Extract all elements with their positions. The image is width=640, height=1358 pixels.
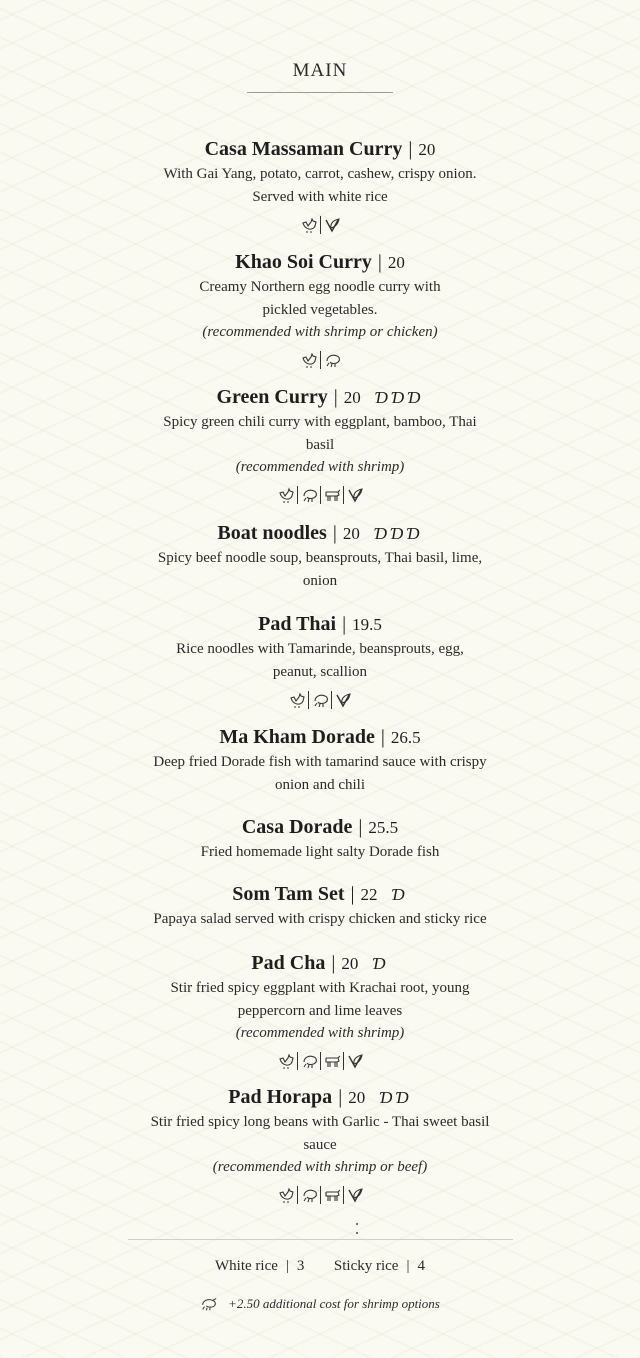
menu-item <box>110 950 530 1072</box>
sticky-rice-label: Sticky rice <box>333 1258 399 1274</box>
chicken-icon <box>278 1187 294 1203</box>
white-rice-price: 3 <box>296 1258 305 1274</box>
dish-name: Ma Kham Dorade <box>219 726 375 748</box>
dish-description: With Gai Yang, potato, carrot, cashew, crispy onion. Served with white rice <box>163 166 477 205</box>
shrimp-icon <box>301 1187 317 1203</box>
dish-price: 26.5 <box>390 728 421 747</box>
separator: | <box>408 138 413 160</box>
shrimp-note-text: +2.50 additional cost for shrimp options <box>228 1296 440 1311</box>
dish-price: 25.5 <box>368 818 399 837</box>
spice-level-icon: ƊƊ <box>379 1088 412 1107</box>
beef-icon <box>324 487 340 503</box>
vegetarian-icon <box>324 217 340 233</box>
dish-recommendation: (recommended with shrimp) <box>235 459 405 475</box>
dish-name: Pad Cha <box>251 952 326 974</box>
dish-recommendation: (recommended with shrimp or beef) <box>212 1159 428 1175</box>
menu-item <box>110 384 530 506</box>
sides-row <box>0 1258 640 1275</box>
dietary-icons <box>110 1050 530 1072</box>
icon-separator <box>297 1052 298 1070</box>
section-title: MAIN <box>292 60 348 81</box>
shrimp-icon <box>312 692 328 708</box>
vegetarian-icon <box>335 692 351 708</box>
dish-description: Rice noodles with Tamarinde, beansprouts, egg, peanut, scallion <box>176 641 464 680</box>
separator: | <box>285 1258 289 1274</box>
shrimp-note <box>0 1296 640 1312</box>
dish-description: Papaya salad served with crispy chicken and sticky rice <box>153 911 487 927</box>
dish-price: 20 <box>342 524 360 543</box>
dish-header <box>110 814 530 841</box>
dish-price: 20 <box>387 253 405 272</box>
sticky-rice-price: 4 <box>417 1258 425 1274</box>
menu-item <box>110 814 530 864</box>
dish-header <box>100 724 540 751</box>
icon-separator <box>320 1052 321 1070</box>
icon-separator <box>320 351 321 369</box>
dish-description: Spicy beef noodle soup, beansprouts, Thai basil, lime, onion <box>157 550 483 589</box>
dietary-icons <box>110 214 530 236</box>
dish-price: 20 <box>343 388 361 407</box>
dish-description: Creamy Northern egg noodle curry with pickled vegetables. <box>199 279 441 318</box>
separator: | <box>406 1258 410 1274</box>
chicken-icon <box>278 1053 294 1069</box>
separator: | <box>333 386 338 408</box>
separator: | <box>380 726 385 748</box>
vegetarian-icon <box>347 1053 363 1069</box>
dish-header <box>110 249 530 276</box>
menu-item <box>100 881 540 931</box>
chicken-icon <box>301 217 317 233</box>
icon-separator <box>320 486 321 504</box>
menu-item <box>100 520 540 592</box>
spice-level-icon: Ɗ <box>372 954 389 973</box>
decorative-dot <box>356 1223 358 1225</box>
dish-header <box>110 384 530 411</box>
dish-price: 22 <box>360 885 378 904</box>
chicken-icon <box>301 352 317 368</box>
icon-separator <box>343 1186 344 1204</box>
beef-icon <box>324 1187 340 1203</box>
icon-separator <box>331 691 332 709</box>
dish-description: Fried homemade light salty Dorade fish <box>200 844 440 860</box>
bottom-divider <box>128 1239 513 1240</box>
white-rice-label: White rice <box>215 1258 278 1274</box>
dish-header <box>100 520 540 547</box>
dietary-icons <box>110 689 530 711</box>
shrimp-icon <box>324 352 340 368</box>
shrimp-icon <box>301 1053 317 1069</box>
icon-separator <box>297 1186 298 1204</box>
shrimp-icon <box>200 1296 218 1312</box>
title-divider <box>247 92 393 93</box>
dish-name: Boat noodles <box>217 522 327 544</box>
dish-header <box>100 1084 540 1111</box>
chicken-icon <box>289 692 305 708</box>
separator: | <box>377 251 382 273</box>
icon-separator <box>320 1186 321 1204</box>
dish-price: 20 <box>341 954 359 973</box>
dish-header <box>110 136 530 163</box>
separator: | <box>350 883 355 905</box>
dietary-icons <box>110 484 530 506</box>
dietary-icons <box>110 349 530 371</box>
dietary-icons <box>100 1184 540 1206</box>
icon-separator <box>297 486 298 504</box>
spice-level-icon: ƊƊƊ <box>373 524 423 543</box>
dish-name: Khao Soi Curry <box>235 251 372 273</box>
menu-item <box>110 249 530 371</box>
dish-recommendation: (recommended with shrimp or chicken) <box>202 324 438 340</box>
icon-separator <box>320 216 321 234</box>
dish-description: Stir fried spicy eggplant with Krachai root, young peppercorn and lime leaves <box>170 980 470 1019</box>
icon-separator <box>343 486 344 504</box>
dish-name: Casa Massaman Curry <box>204 138 403 160</box>
dish-name: Green Curry <box>216 386 328 408</box>
dish-price: 20 <box>418 140 436 159</box>
beef-icon <box>324 1053 340 1069</box>
vegetarian-icon <box>347 487 363 503</box>
spice-level-icon: Ɗ <box>391 885 408 904</box>
icon-separator <box>308 691 309 709</box>
dish-price: 19.5 <box>352 615 382 634</box>
dish-price: 20 <box>348 1088 366 1107</box>
vegetarian-icon <box>347 1187 363 1203</box>
icon-separator <box>343 1052 344 1070</box>
separator: | <box>332 522 337 544</box>
dish-name: Pad Thai <box>258 613 337 635</box>
menu-item <box>100 1084 540 1206</box>
dish-name: Pad Horapa <box>228 1086 333 1108</box>
dish-name: Casa Dorade <box>241 816 353 838</box>
shrimp-icon <box>301 487 317 503</box>
dish-name: Som Tam Set <box>232 883 345 905</box>
decorative-dot <box>356 1232 358 1234</box>
menu-item <box>110 136 530 236</box>
dish-recommendation: (recommended with shrimp) <box>235 1025 405 1041</box>
separator: | <box>342 613 347 635</box>
separator: | <box>331 952 336 974</box>
dish-header <box>100 881 540 908</box>
dish-description: Spicy green chili curry with eggplant, bamboo, Thai basil <box>163 414 477 453</box>
dish-description: Stir fried spicy long beans with Garlic - Thai sweet basil sauce <box>150 1114 490 1153</box>
dish-description: Deep fried Dorade fish with tamarind sauce with crispy onion and chili <box>153 754 487 793</box>
separator: | <box>338 1086 343 1108</box>
separator: | <box>358 816 363 838</box>
chicken-icon <box>278 487 294 503</box>
dish-header <box>110 611 530 638</box>
menu-item <box>100 724 540 796</box>
menu-item <box>110 611 530 711</box>
spice-level-icon: ƊƊƊ <box>374 388 424 407</box>
dish-header <box>110 950 530 977</box>
